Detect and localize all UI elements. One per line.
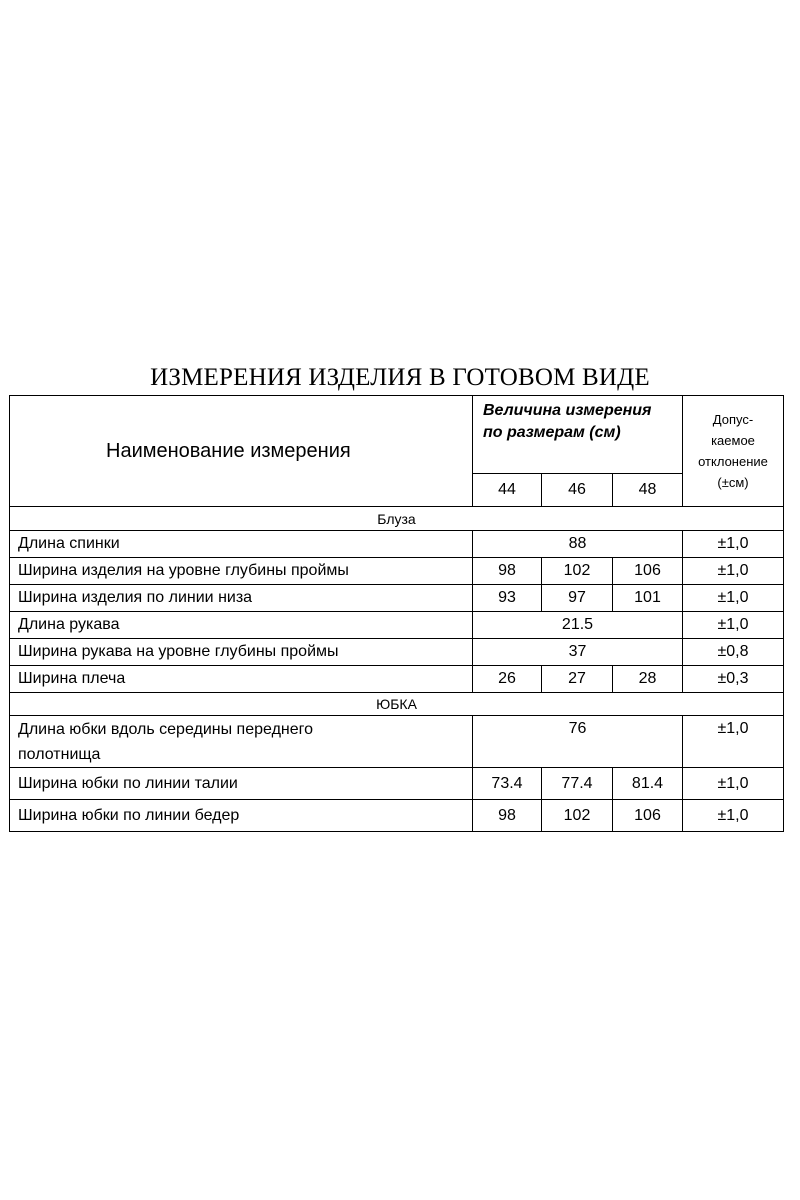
header-tolerance-line2: каемое: [711, 433, 755, 448]
row-name: Ширина рукава на уровне глубины проймы: [10, 639, 473, 666]
row-value-48: 101: [613, 585, 683, 612]
row-tolerance: ±1,0: [683, 800, 784, 832]
row-value-48: 106: [613, 800, 683, 832]
table-row: [10, 716, 784, 768]
table-row: [10, 585, 784, 612]
table-row: [10, 800, 784, 832]
document-title: ИЗМЕРЕНИЯ ИЗДЕЛИЯ В ГОТОВОМ ВИДЕ: [150, 364, 650, 391]
header-size-48: 48: [613, 474, 683, 507]
row-name: Ширина изделия по линии низа: [10, 585, 473, 612]
header-size-group: [473, 396, 683, 474]
table-row: [10, 639, 784, 666]
row-value-48: 81.4: [613, 768, 683, 800]
row-value-48: 28: [613, 666, 683, 693]
row-tolerance: ±1,0: [683, 716, 784, 768]
row-value-44: 93: [473, 585, 542, 612]
table-row: [10, 666, 784, 693]
header-size-44: 44: [473, 474, 542, 507]
row-tolerance: ±1,0: [683, 768, 784, 800]
header-measurement-name: Наименование измерения: [10, 396, 473, 507]
row-value-46: 102: [542, 800, 613, 832]
row-tolerance: ±1,0: [683, 531, 784, 558]
row-tolerance: ±0,8: [683, 639, 784, 666]
row-value-46: 77.4: [542, 768, 613, 800]
row-value-46: 27: [542, 666, 613, 693]
row-tolerance: ±1,0: [683, 558, 784, 585]
row-name-line2: полотнища: [18, 745, 101, 763]
row-name-line1: Длина юбки вдоль середины переднего: [18, 720, 314, 738]
row-value-44: 98: [473, 558, 542, 585]
measurements-table: [9, 395, 784, 832]
row-name: Ширина юбки по линии бедер: [10, 800, 473, 832]
table-row: [10, 531, 784, 558]
row-tolerance: ±1,0: [683, 612, 784, 639]
section-row-skirt: [10, 693, 784, 716]
header-tolerance-line1: Допус-: [712, 412, 754, 427]
row-value-44: 98: [473, 800, 542, 832]
table-row: [10, 558, 784, 585]
row-name: Ширина плеча: [10, 666, 473, 693]
header-tolerance: [683, 396, 784, 507]
row-tolerance: ±0,3: [683, 666, 784, 693]
row-value-merged: 21.5: [473, 612, 683, 639]
row-name: Ширина юбки по линии талии: [10, 768, 473, 800]
header-tolerance-line4: (±см): [717, 475, 749, 490]
row-tolerance: ±1,0: [683, 585, 784, 612]
row-name: Длина рукава: [10, 612, 473, 639]
row-value-merged: 88: [473, 531, 683, 558]
header-size-line1: Величина измерения: [483, 402, 652, 419]
table-row: [10, 612, 784, 639]
header-size-46: 46: [542, 474, 613, 507]
section-row-blouse: [10, 507, 784, 531]
section-blouse: Блуза: [10, 507, 784, 531]
header-tolerance-line3: отклонение: [698, 454, 768, 469]
row-value-merged: 37: [473, 639, 683, 666]
row-name: [10, 716, 473, 768]
row-name: Ширина изделия на уровне глубины проймы: [10, 558, 473, 585]
row-value-44: 73.4: [473, 768, 542, 800]
row-value-46: 102: [542, 558, 613, 585]
table-row: [10, 768, 784, 800]
row-name: Длина спинки: [10, 531, 473, 558]
row-value-48: 106: [613, 558, 683, 585]
section-skirt: ЮБКА: [10, 693, 784, 716]
row-value-46: 97: [542, 585, 613, 612]
row-value-44: 26: [473, 666, 542, 693]
header-size-line2: по размерам (см): [483, 424, 621, 441]
header-row-top: [10, 396, 784, 474]
row-value-merged: 76: [473, 716, 683, 768]
